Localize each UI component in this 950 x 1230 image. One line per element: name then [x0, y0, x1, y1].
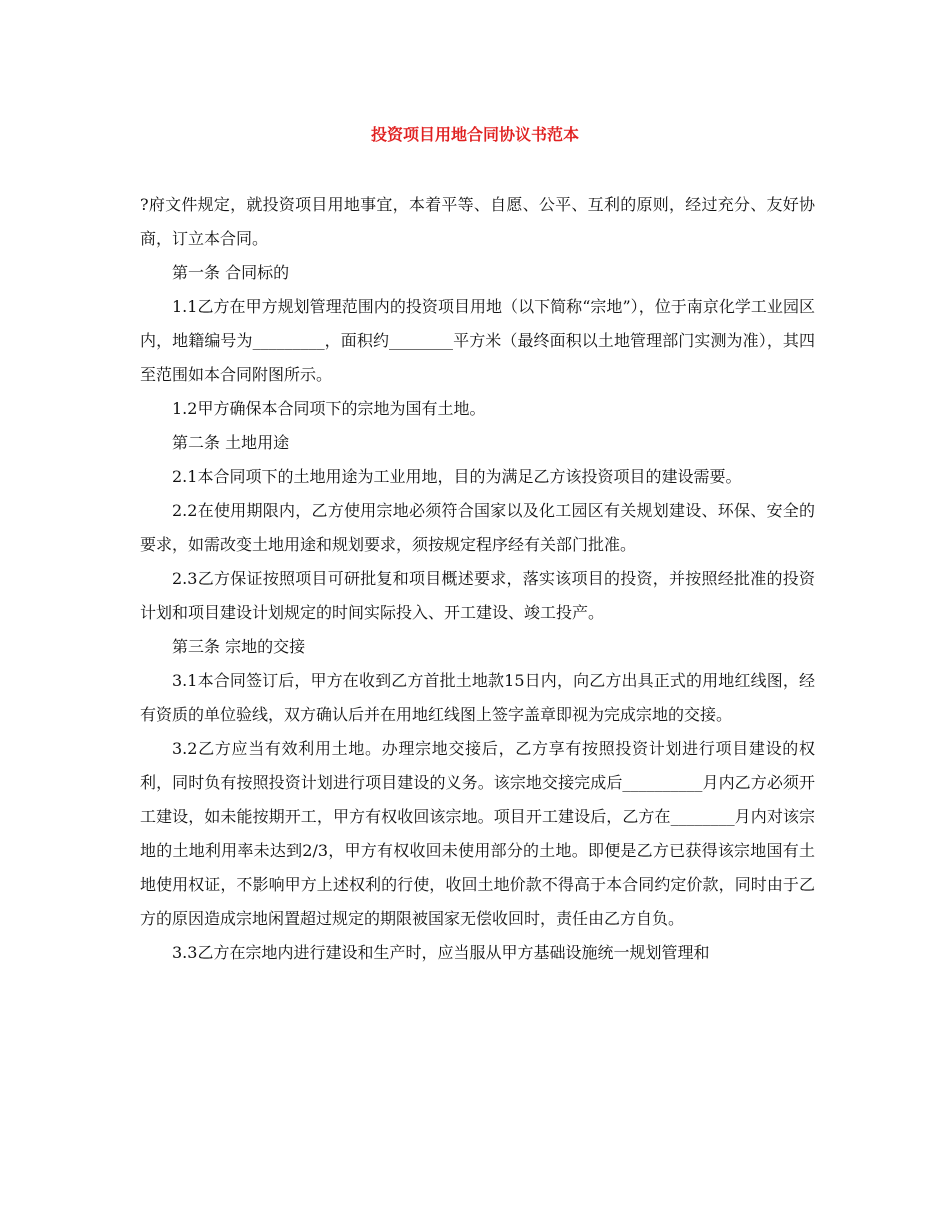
- paragraph: 2.1本合同项下的土地用途为工业用地，目的为满足乙方该投资项目的建设需要。: [172, 467, 742, 486]
- paragraph: 3.2乙方应当有效利用土地。办理宗地交接后，乙方享有按照投资计划进行项目建设的权利，同时负有按照投资计划进行项目建设的义务。该宗地交接完成后__________月内乙方必须开工建设，如未能按期开工，甲方有权收回该宗地。项目开工建设后，乙方在________月内对该宗地的土地利用率未达到2/3，甲方有权收回未使用部分的土地。即便是乙方已获得该宗地国有土地使用权证，不影响甲方上述权利的行使，收回土地价款不得高于本合同约定价款，同时由于乙方的原因造成宗地闲置超过规定的期限被国家无偿收回时，责任由乙方自负。: [140, 739, 815, 928]
- document-body: [140, 188, 815, 970]
- paragraph: 1.1乙方在甲方规划管理范围内的投资项目用地（以下简称“宗地”），位于南京化学工业园区内，地籍编号为_________，面积约________平方米（最终面积以土地管理部门实测为准），其四至范围如本合同附图所示。: [140, 297, 815, 384]
- paragraph: 3.3乙方在宗地内进行建设和生产时，应当服从甲方基础设施统一规划管理和: [172, 943, 710, 962]
- paragraph: 2.3乙方保证按照项目可研批复和项目概述要求，落实该项目的投资，并按照经批准的投资计划和项目建设计划规定的时间实际投入、开工建设、竣工投产。: [140, 569, 815, 622]
- paragraph: 1.2甲方确保本合同项下的宗地为国有土地。: [172, 399, 486, 418]
- paragraph: ?府文件规定，就投资项目用地事宜，本着平等、自愿、公平、互利的原则，经过充分、友好协商，订立本合同。: [140, 195, 815, 248]
- paragraph: 第三条 宗地的交接: [172, 637, 306, 656]
- paragraph: 2.2在使用期限内，乙方使用宗地必须符合国家以及化工园区有关规划建设、环保、安全的要求，如需改变土地用途和规划要求，须按规定程序经有关部门批准。: [140, 501, 815, 554]
- paragraph: 第二条 土地用途: [172, 433, 290, 452]
- paragraph: 第一条 合同标的: [172, 263, 290, 282]
- document-title: 投资项目用地合同协议书范本: [370, 125, 579, 144]
- paragraph: 3.1本合同签订后，甲方在收到乙方首批土地款15日内，向乙方出具正式的用地红线图，经有资质的单位验线，双方确认后并在用地红线图上签字盖章即视为完成宗地的交接。: [140, 671, 815, 724]
